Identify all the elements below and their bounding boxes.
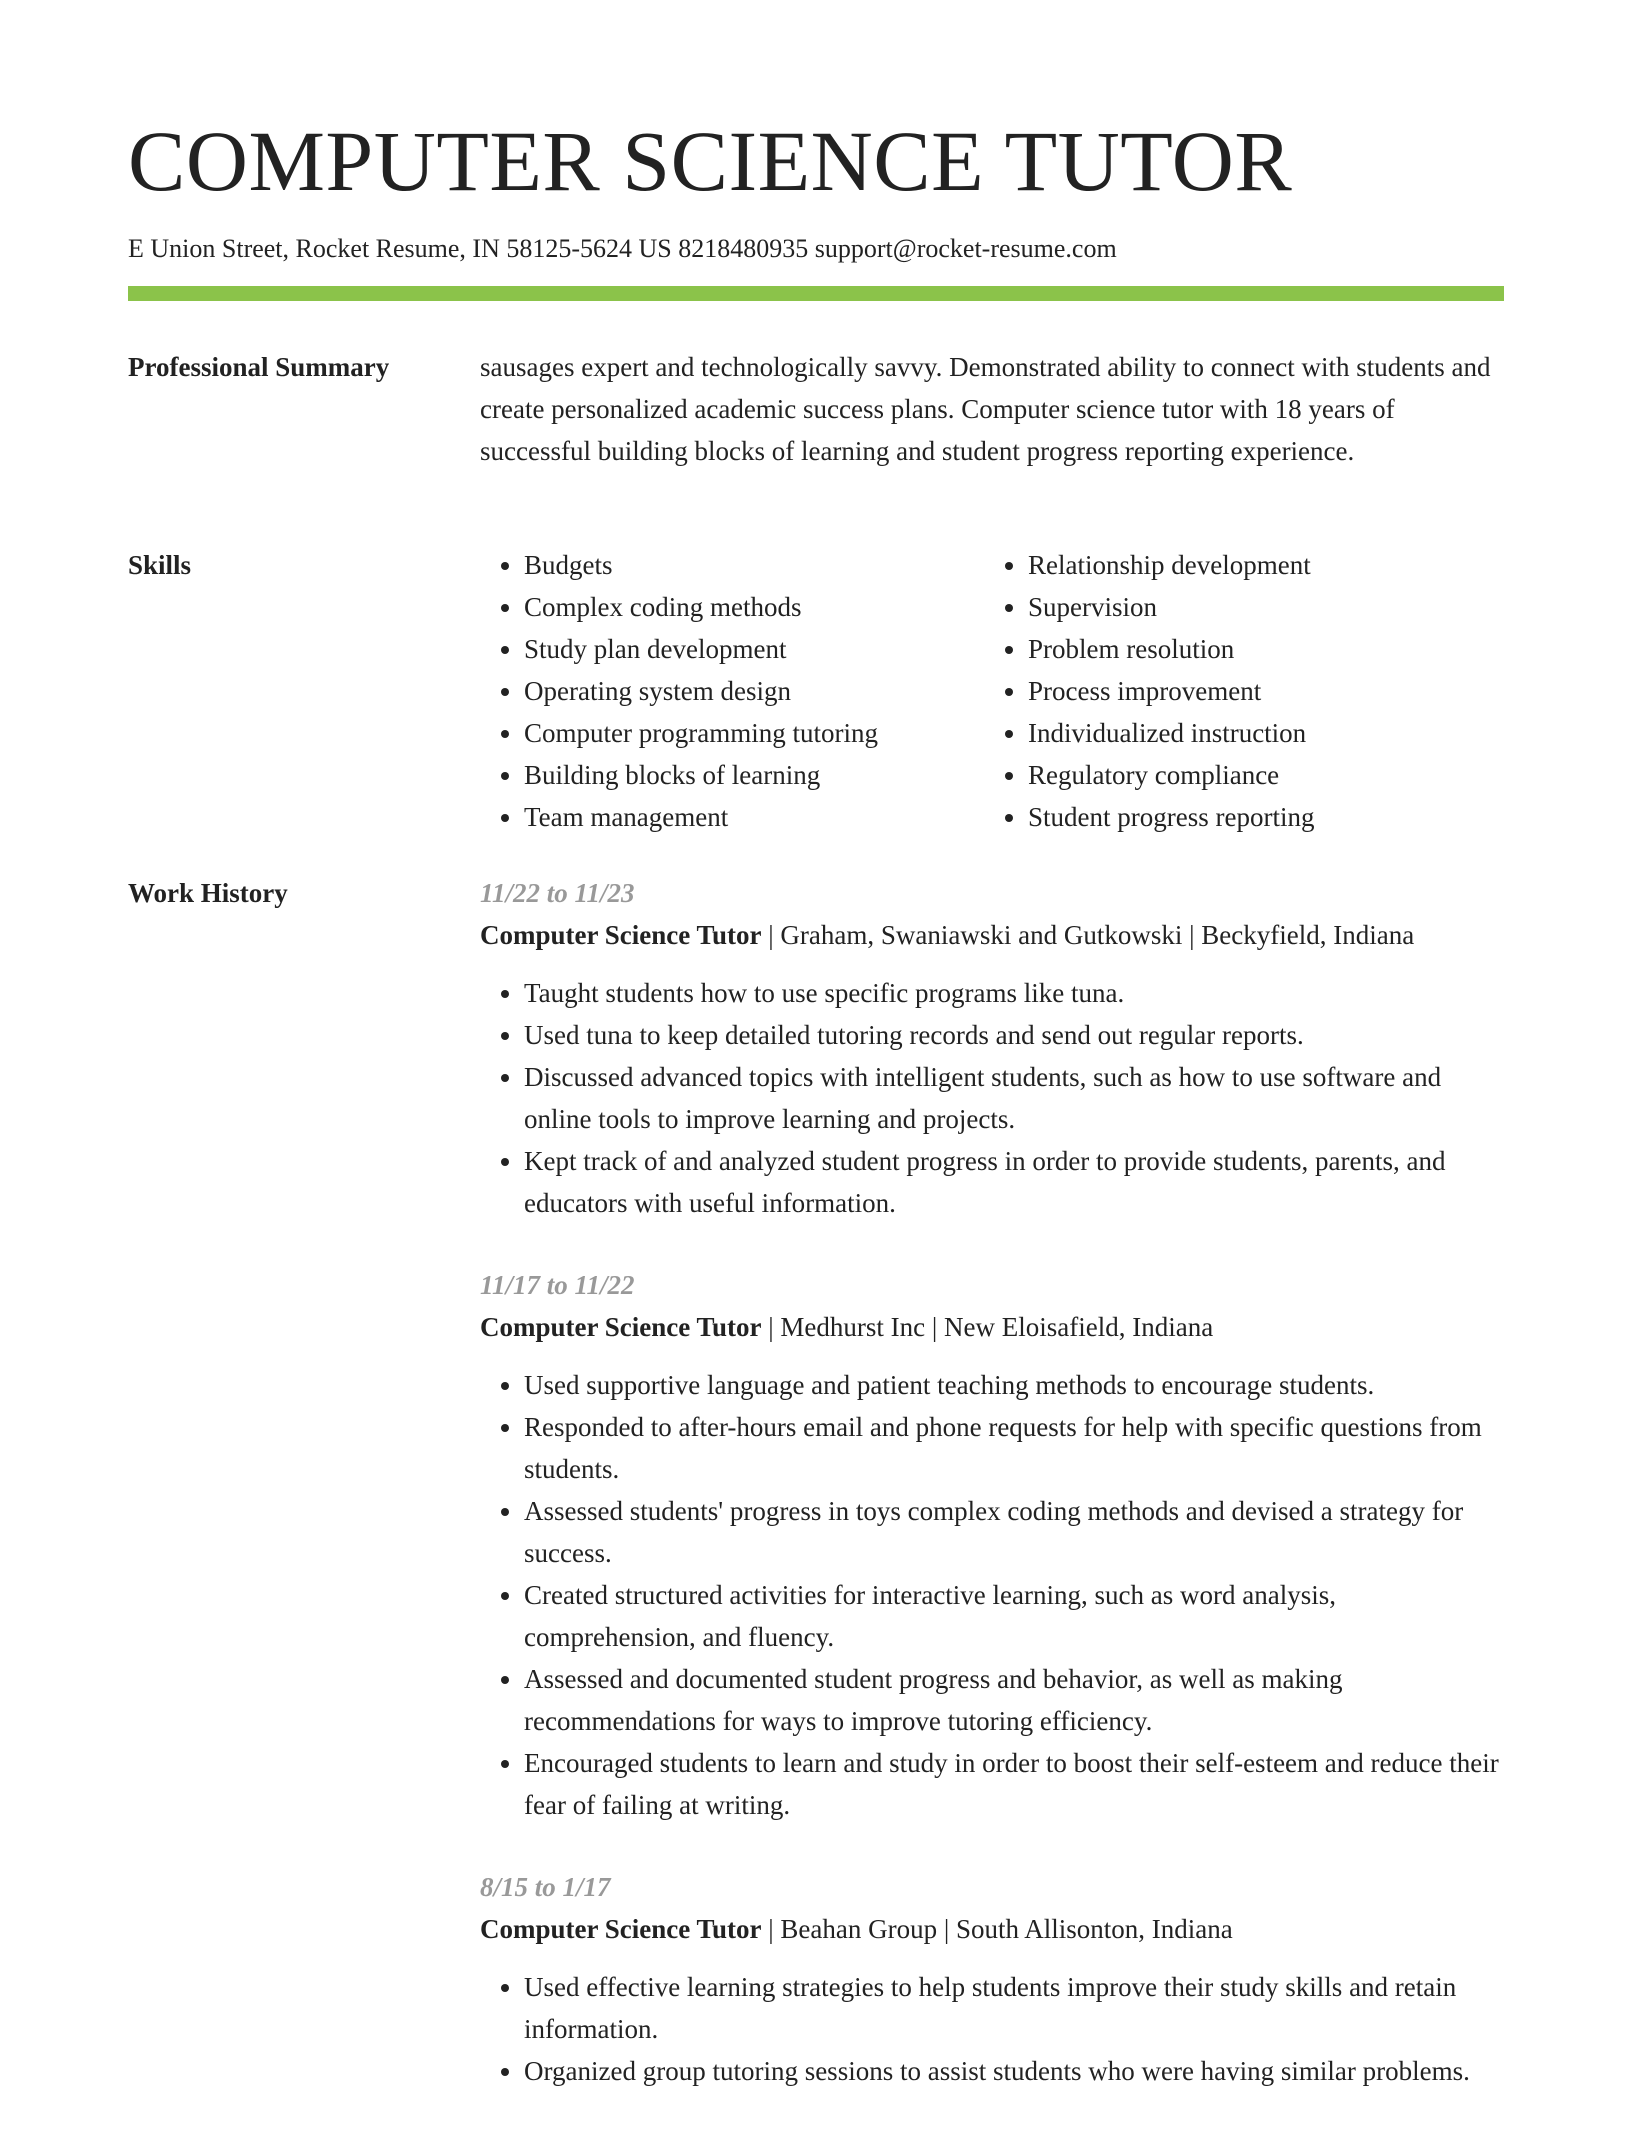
job-dates: 11/17 to 11/22: [480, 1270, 635, 1300]
skill-item: • Student progress reporting: [1028, 796, 1488, 838]
skill-item: • Operating system design: [524, 670, 984, 712]
summary-text: sausages expert and technologically savvy. Demonstrated ability to connect with students and create personalized academic success plans. Computer science tutor with 18 years of successful building blocks of learning and student progress reporting experience.: [480, 352, 1491, 466]
job-bullet: • Responded to after-hours email and phone requests for help with specific questions from students.: [524, 1406, 1504, 1490]
work-history-body: [480, 872, 1504, 2132]
job-dates: 11/22 to 11/23: [480, 878, 635, 908]
summary-body: [480, 346, 1504, 472]
job-bullet: • Encouraged students to learn and study in order to boost their self-esteem and reduce their fear of failing at writing.: [524, 1742, 1504, 1826]
job-title: Computer Science Tutor: [480, 920, 762, 950]
resume-name: COMPUTER SCIENCE TUTOR: [128, 113, 1293, 209]
job-company: Medhurst Inc: [780, 1312, 926, 1342]
job-company: Beahan Group: [780, 1914, 938, 1944]
job-bullet: • Assessed and documented student progress and behavior, as well as making recommendations for ways to improve tutoring efficiency.: [524, 1658, 1504, 1742]
skill-item: • Problem resolution: [1028, 628, 1488, 670]
skill-item: • Relationship development: [1028, 544, 1488, 586]
job-separator: |: [761, 1914, 781, 1944]
job-bullet: • Used effective learning strategies to help students improve their study skills and retain information.: [524, 1966, 1504, 2050]
job-company: Graham, Swaniawski and Gutkowski: [780, 920, 1183, 950]
job-location: South Allisonton, Indiana: [956, 1914, 1233, 1944]
contact-line: E Union Street, Rocket Resume, IN 58125-5624 US 8218480935 support@rocket-resume.com: [128, 234, 1117, 263]
job-bullet: • Discussed advanced topics with intelligent students, such as how to use software and online tools to improve learning and projects.: [524, 1056, 1504, 1140]
job-bullets: [480, 1364, 1504, 1826]
job-title: Computer Science Tutor: [480, 1914, 762, 1944]
job-title: Computer Science Tutor: [480, 1312, 762, 1342]
skill-item: • Computer programming tutoring: [524, 712, 984, 754]
job-bullet: • Used supportive language and patient teaching methods to encourage students.: [524, 1364, 1504, 1406]
job-dates: 8/15 to 1/17: [480, 1872, 611, 1902]
job-bullet: • Kept track of and analyzed student progress in order to provide students, parents, and educators with useful information.: [524, 1140, 1504, 1224]
job-separator: |: [925, 1312, 945, 1342]
job-entry: [480, 872, 1504, 1224]
skill-item: • Team management: [524, 796, 984, 838]
job-heading: [480, 1306, 1504, 1348]
job-heading: [480, 914, 1504, 956]
job-separator: |: [761, 920, 781, 950]
job-entry: [480, 1866, 1504, 2092]
skill-item: • Complex coding methods: [524, 586, 984, 628]
job-bullet: • Used tuna to keep detailed tutoring records and send out regular reports.: [524, 1014, 1504, 1056]
skill-item: • Supervision: [1028, 586, 1488, 628]
skills-body: [480, 544, 1504, 838]
summary-heading: Professional Summary: [128, 352, 390, 382]
job-bullets: [480, 972, 1504, 1224]
skills-column-left: [480, 544, 984, 838]
job-bullet: • Assessed students' progress in toys complex coding methods and devised a strategy for success.: [524, 1490, 1504, 1574]
skill-item: • Individualized instruction: [1028, 712, 1488, 754]
skill-item: • Process improvement: [1028, 670, 1488, 712]
skills-heading: Skills: [128, 550, 192, 580]
job-separator: |: [937, 1914, 957, 1944]
skill-item: • Study plan development: [524, 628, 984, 670]
job-separator: |: [761, 1312, 781, 1342]
job-heading: [480, 1908, 1504, 1950]
skills-column-right: [984, 544, 1488, 838]
job-bullet: • Organized group tutoring sessions to assist students who were having similar problems.: [524, 2050, 1504, 2092]
job-separator: |: [1182, 920, 1202, 950]
job-bullet: • Created structured activities for interactive learning, such as word analysis, comprehension, and fluency.: [524, 1574, 1504, 1658]
job-bullets: [480, 1966, 1504, 2092]
skill-item: • Budgets: [524, 544, 984, 586]
header-divider: [128, 286, 1504, 301]
job-location: Beckyfield, Indiana: [1201, 920, 1415, 950]
job-location: New Eloisafield, Indiana: [944, 1312, 1214, 1342]
job-entry: [480, 1264, 1504, 1826]
skill-item: • Regulatory compliance: [1028, 754, 1488, 796]
job-bullet: • Taught students how to use specific programs like tuna.: [524, 972, 1504, 1014]
work-history-heading: Work History: [128, 878, 288, 908]
skill-item: • Building blocks of learning: [524, 754, 984, 796]
